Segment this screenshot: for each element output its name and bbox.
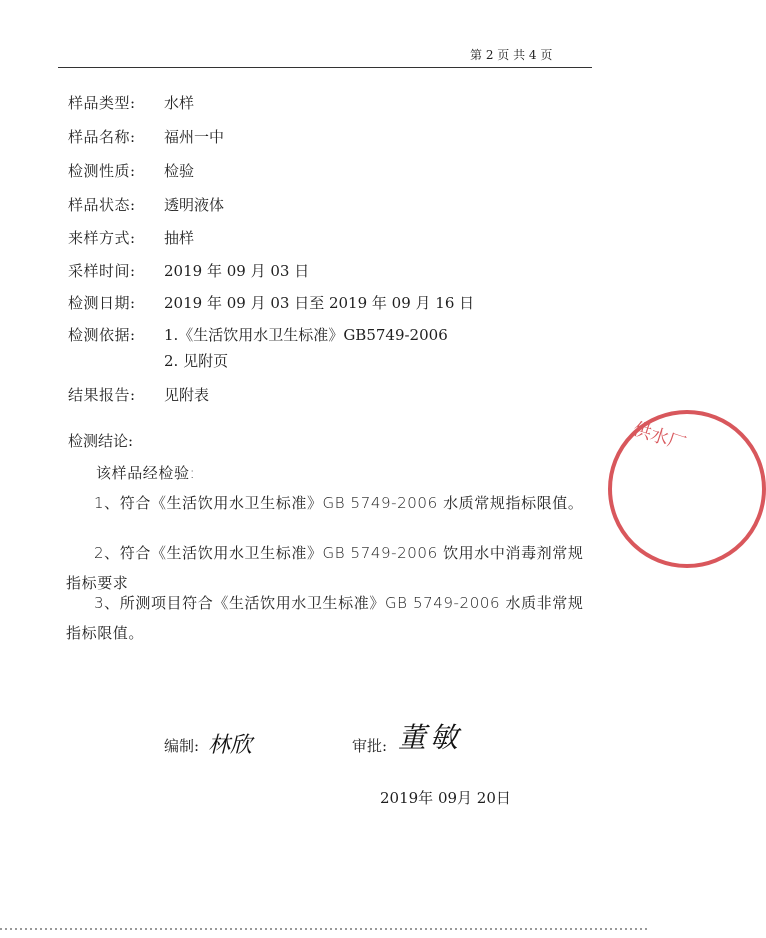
approved-by-label: 审批: <box>352 737 388 755</box>
field-value: 水样 <box>164 94 195 112</box>
field-test-date <box>68 292 474 314</box>
field-sample-name <box>68 126 224 148</box>
report-date: 2019年 09月 20日 <box>380 789 511 807</box>
field-label: 检测依据: <box>68 326 136 344</box>
field-value: 检验 <box>164 162 195 180</box>
field-sampling-time <box>68 260 309 282</box>
footer-rule <box>0 928 650 930</box>
conclusion-heading: 检测结论: <box>68 432 134 450</box>
compiled-by-signature: 林欣 <box>208 733 253 758</box>
field-value: 2019 年 09 月 03 日 <box>164 262 310 280</box>
field-label: 样品状态: <box>68 196 136 214</box>
field-label: 结果报告: <box>68 386 136 404</box>
field-sampling-method <box>68 227 194 249</box>
page-number: 第 2 页 共 4 页 <box>470 48 553 62</box>
field-value: 1.《生活饮用水卫生标准》GB5749-2006 <box>164 326 448 344</box>
conclusion-intro: 该样品经检验: <box>96 464 196 482</box>
test-basis-item-2: 2. 见附页 <box>164 352 229 370</box>
field-label: 检测性质: <box>68 162 136 180</box>
approved-by-signature: 董敏 <box>398 721 463 754</box>
field-label: 检测日期: <box>68 294 136 312</box>
field-value: 2019 年 09 月 03 日至 2019 年 09 月 16 日 <box>164 294 475 312</box>
field-label: 来样方式: <box>68 229 136 247</box>
field-sample-state <box>68 194 224 216</box>
field-value: 抽样 <box>164 229 195 247</box>
compiled-by-label: 编制: <box>164 737 200 755</box>
field-result-report <box>68 384 209 406</box>
conclusion-item-1: 1、符合《生活饮用水卫生标准》GB 5749-2006 水质常规指标限值。 <box>94 494 584 512</box>
field-sample-type <box>68 92 194 114</box>
field-label: 采样时间: <box>68 262 136 280</box>
conclusion-item-2: 2、符合《生活饮用水卫生标准》GB 5749-2006 饮用水中消毒剂常规指标要求 <box>66 544 584 592</box>
field-test-nature <box>68 160 194 182</box>
field-label: 样品名称: <box>68 128 136 146</box>
field-value: 见附表 <box>164 386 210 404</box>
field-test-basis <box>68 324 448 346</box>
official-seal <box>608 410 766 568</box>
field-value: 福州一中 <box>164 128 225 146</box>
field-label: 样品类型: <box>68 94 136 112</box>
header-rule <box>58 67 592 68</box>
seal-text: 供水厂 <box>630 418 689 456</box>
field-value: 透明液体 <box>164 196 225 214</box>
conclusion-item-3: 3、所测项目符合《生活饮用水卫生标准》GB 5749-2006 水质非常规指标限值。 <box>66 594 584 642</box>
